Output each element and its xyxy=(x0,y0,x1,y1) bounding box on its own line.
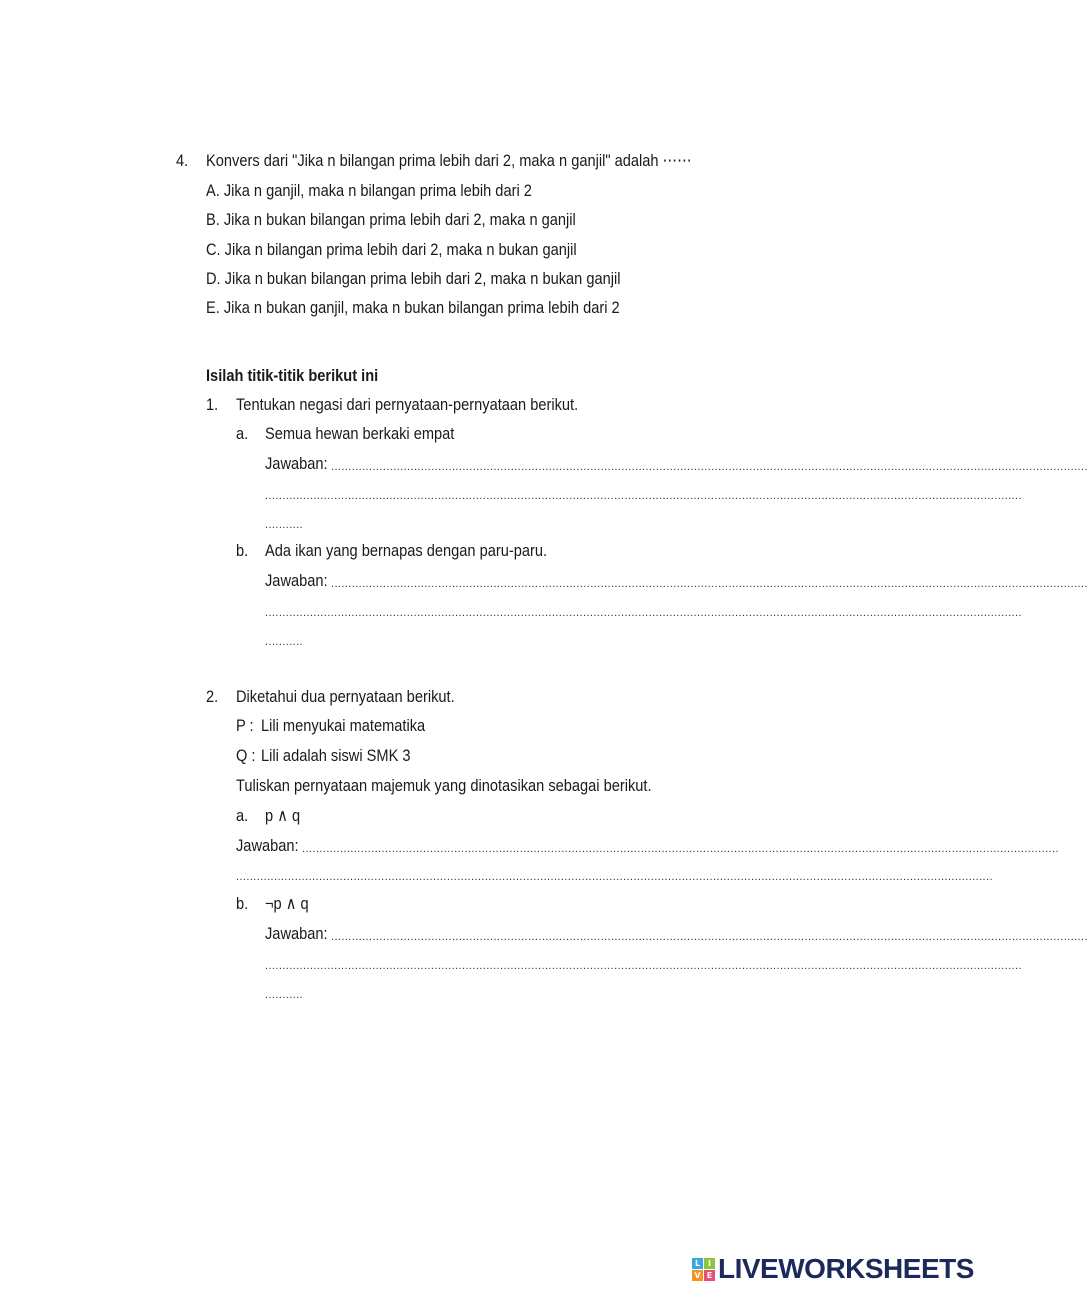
item-2a-letter: a. xyxy=(236,806,249,825)
question-4-option-a[interactable]: A. Jika n ganjil, maka n bilangan prima lebih dari 2 xyxy=(206,181,532,200)
item-1b-text: Ada ikan yang bernapas dengan paru-paru. xyxy=(265,541,548,560)
liveworksheets-logo xyxy=(692,1254,974,1284)
item-1a-answer-line-2[interactable]: ........................................................................................................................................................................................................................... xyxy=(265,490,1022,502)
answer-dots: ........................................................................................................................................................................................................................... xyxy=(302,843,1059,855)
logo-tile-i: I xyxy=(704,1258,715,1269)
answer-label: Jawaban: xyxy=(265,571,328,590)
item-1a-text: Semua hewan berkaki empat xyxy=(265,424,455,443)
item-2b-answer-line-2[interactable]: ........................................................................................................................................................................................................................... xyxy=(265,960,1022,972)
item-1a-answer-line-3[interactable]: ........... xyxy=(265,519,304,531)
answer-dots: ........................................................................................................................................................................................................................... xyxy=(331,578,1088,590)
logo-tiles-icon xyxy=(692,1258,715,1281)
question-4-option-b[interactable]: B. Jika n bukan bilangan prima lebih dari 2, maka n ganjil xyxy=(206,210,576,229)
statement-p-label: P : xyxy=(236,716,254,735)
item-1b-answer-field[interactable] xyxy=(265,571,1088,591)
question-4-option-c[interactable]: C. Jika n bilangan prima lebih dari 2, maka n bukan ganjil xyxy=(206,240,577,259)
item-2b-letter: b. xyxy=(236,894,249,913)
answer-label: Jawaban: xyxy=(265,454,328,473)
item-2-instruction: Tuliskan pernyataan majemuk yang dinotasikan sebagai berikut. xyxy=(236,776,652,795)
item-2b-answer-line-3[interactable]: ........... xyxy=(265,989,304,1001)
item-2a-answer-field[interactable] xyxy=(236,836,1059,856)
item-2a-expression: p ∧ q xyxy=(265,806,301,825)
item-2-text: Diketahui dua pernyataan berikut. xyxy=(236,687,455,706)
logo-tile-e: E xyxy=(704,1270,715,1281)
item-1b-answer-line-3[interactable]: ........... xyxy=(265,636,304,648)
item-1-number: 1. xyxy=(206,395,219,414)
statement-q-label: Q : xyxy=(236,746,256,765)
item-2b-answer-field[interactable] xyxy=(265,924,1088,944)
item-2a-answer-line-2[interactable]: ........................................................................................................................................................................................................................... xyxy=(236,871,993,883)
item-1a-answer-field[interactable] xyxy=(265,454,1088,474)
item-2b-expression: ¬p ∧ q xyxy=(265,894,309,913)
logo-text: LIVEWORKSHEETS xyxy=(718,1253,974,1284)
answer-label: Jawaban: xyxy=(236,836,299,855)
item-1b-answer-line-2[interactable]: ........................................................................................................................................................................................................................... xyxy=(265,607,1022,619)
answer-dots: ........................................................................................................................................................................................................................... xyxy=(331,931,1088,943)
item-1a-letter: a. xyxy=(236,424,249,443)
question-4-option-e[interactable]: E. Jika n bukan ganjil, maka n bukan bilangan prima lebih dari 2 xyxy=(206,298,620,317)
item-2-number: 2. xyxy=(206,687,219,706)
section-title: Isilah titik-titik berikut ini xyxy=(206,366,379,385)
question-4-text: Konvers dari "Jika n bilangan prima lebih dari 2, maka n ganjil" adalah ⋯⋯ xyxy=(206,151,692,170)
statement-p-text: Lili menyukai matematika xyxy=(261,716,426,735)
question-4-number: 4. xyxy=(176,151,189,170)
item-1b-letter: b. xyxy=(236,541,249,560)
logo-tile-v: V xyxy=(692,1270,703,1281)
question-4-option-d[interactable]: D. Jika n bukan bilangan prima lebih dari 2, maka n bukan ganjil xyxy=(206,269,621,288)
item-1-text: Tentukan negasi dari pernyataan-pernyataan berikut. xyxy=(236,395,579,414)
answer-dots: ........................................................................................................................................................................................................................... xyxy=(331,461,1088,473)
statement-q-text: Lili adalah siswi SMK 3 xyxy=(261,746,411,765)
logo-tile-l: L xyxy=(692,1258,703,1269)
answer-label: Jawaban: xyxy=(265,924,328,943)
